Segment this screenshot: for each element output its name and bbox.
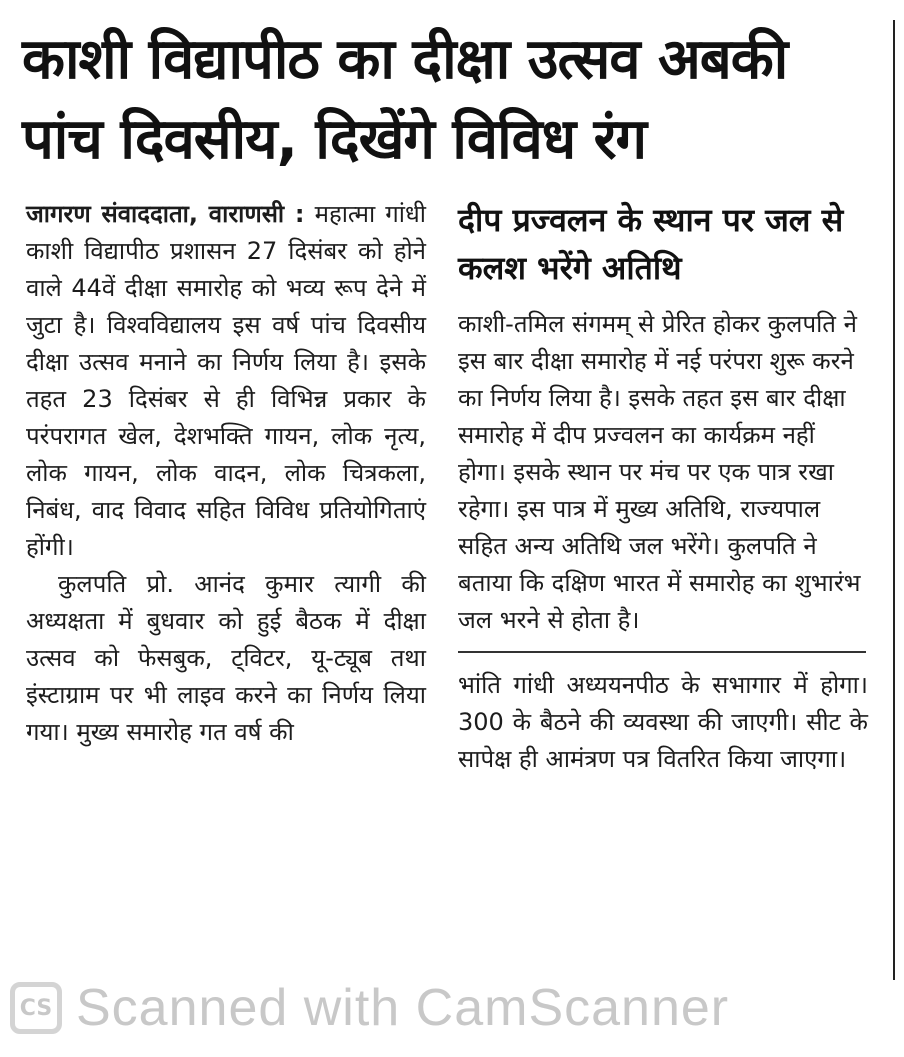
left-paragraph-2: कुलपति प्रो. आनंद कुमार त्यागी की अध्यक्षता में बुधवार को हुई बैठक में दीक्षा उत्सव को फेसबुक, ट्विटर, यू-ट्यूब तथा इंस्टाग्राम पर भी लाइव करने का निर्णय लिया गया। मुख्य समारोह गत वर्ष की	[26, 570, 426, 746]
column-rule	[893, 20, 895, 980]
right-column	[458, 196, 868, 778]
left-paragraph-1	[26, 196, 426, 566]
right-paragraph-1: काशी-तमिल संगमम् से प्रेरित होकर कुलपति ने इस बार दीक्षा समारोह में नई परंपरा शुरू करने का निर्णय लिया है। इसके तहत इस बार दीक्षा समारोह में दीप प्रज्वलन का कार्यक्रम नहीं होगा। इसके स्थान पर मंच पर एक पात्र रखा रहेगा। इस पात्र में मुख्य अतिथि, राज्यपाल सहित अन्य अतिथि जल भरेंगे। कुलपति ने बताया कि दक्षिण भारत में समारोह का शुभारंभ जल भरने से होता है।	[458, 310, 861, 634]
camscanner-logo-icon: CS	[10, 982, 62, 1034]
headline-line-1: काशी विद्यापीठ का दीक्षा उत्सव अबकी	[22, 27, 788, 92]
watermark-text: Scanned with CamScanner	[76, 979, 730, 1037]
byline: जागरण संवाददाता, वाराणसी :	[26, 200, 305, 228]
headline	[22, 20, 882, 180]
section-divider	[458, 651, 866, 653]
camscanner-watermark	[10, 968, 900, 1048]
right-paragraph-2: भांति गांधी अध्ययनपीठ के सभागार में होगा। 300 के बैठने की व्यवस्था की जाएगी। सीट के सापेक्ष ही आमंत्रण पत्र वितरित किया जाएगा।	[458, 671, 868, 773]
headline-line-2: पांच दिवसीय, दिखेंगे विविध रंग	[22, 107, 647, 172]
left-column	[26, 196, 426, 751]
left-paragraph-1-body: महात्मा गांधी काशी विद्यापीठ प्रशासन 27 दिसंबर को होने वाले 44वें दीक्षा समारोह को भव्य रूप देने में जुटा है। विश्वविद्यालय इस वर्ष पांच दिवसीय दीक्षा उत्सव मनाने का निर्णय लिया है। इसके तहत 23 दिसंबर से ही विभिन्न प्रकार के परंपरागत खेल, देशभक्ति गायन, लोक नृत्य, लोक गायन, लोक वादन, लोक चित्रकला, निबंध, वाद विवाद सहित विविध प्रतियोगिताएं होंगी।	[26, 200, 426, 561]
subheadline: दीप प्रज्वलन के स्थान पर जल से कलश भरेंगे अतिथि	[458, 201, 844, 287]
